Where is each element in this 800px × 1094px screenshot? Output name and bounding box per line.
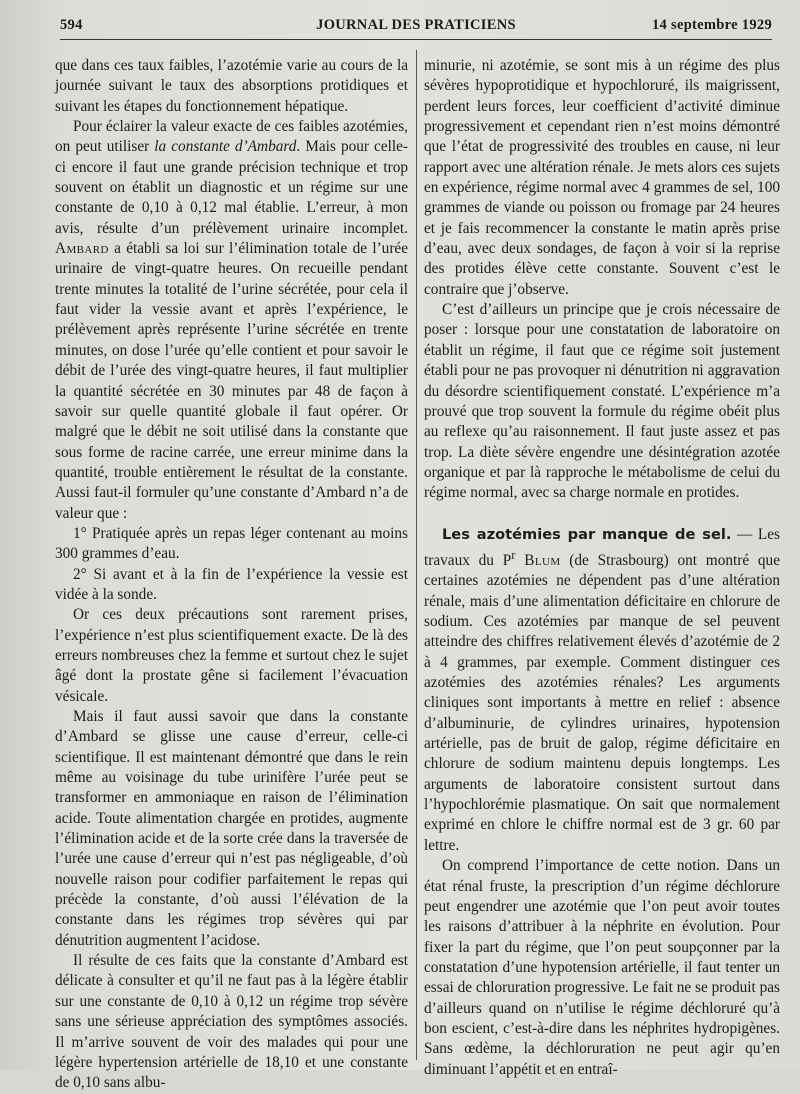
page-number: 594	[60, 17, 83, 33]
author-name: Blum	[524, 552, 561, 569]
right-column	[424, 56, 780, 1080]
paragraph: que dans ces taux faibles, l’azotémie varie au cours de la journée suivant le taux des absorptions protidiques et suivant les étapes du fonctionnement hépatique.	[55, 57, 408, 115]
page-header	[60, 17, 772, 40]
paragraph: Or ces deux précautions sont rarement prises, l’expérience n’est plus scientifiquement exacte. De là des erreurs nombreuses chez la femme et surtout chez le sujet âgé dont la prostate gêne si facilement l’évacuation vésicale.	[55, 606, 408, 705]
author-name: Ambard	[55, 240, 109, 258]
paragraph: Pour éclairer la valeur exacte de ces faibles azotémies, on peut utiliser la constante d’Ambard. Mais pour celle-ci encore il faut une grande précision technique et trop souvent on établit un diagnostic et un régime sur une constante de 0,10 à 0,12 mal établie. L’erreur, à mon avis, résulte d’un prélèvement urinaire incomplet. Ambard a établi sa loi sur l’élimination totale de l’urée urinaire de vingt-quatre heures. On recueille pendant trente minutes la totalité de l’urine sécrétée, pour cela il faut vider la vessie avant et après l’expérience, le prélèvement après représente l’urine sécrétée en trente minutes, on dose l’urée qu’elle contient et pour savoir le débit de l’urée des vingt-quatre heures, il faut multiplier la quantité sécrétée en 30 minutes par 48 de façon à savoir sur quelle quantité globale il faut opérer. Or malgré que le débit ne soit utilisé dans la constante que sous forme de racine carrée, une erreur minime dans la quantité, trouble entièrement le résultat de la constante. Aussi faut-il formuler qu’une constante d’Ambard n’a de valeur que :	[55, 118, 408, 522]
paragraph: On comprend l’importance de cette notion. Dans un état rénal fruste, la prescription d’un régime déchlorure peut engendrer une azotémie que l’on peut avoir toutes les raisons d’attribuer à la néphrite en évolution. Pour fixer la part du régime, que l’on peut soupçonner par la constatation d’une hypotension artérielle, il faut tenter un essai de chloruration progressive. Le fait ne se produit pas d’ailleurs quand on n’utilise le régime déchloruré qu’à bon escient, c’est-à-dire dans les néphrites hydropigènes. Sans œdème, la déchloruration ne peut agir qu’en diminuant l’appétit et en entraî-	[424, 857, 780, 1078]
left-column	[55, 56, 408, 1094]
paragraph: 2° Si avant et à la fin de l’expérience la vessie est vidée à la sonde.	[55, 565, 408, 603]
journal-title: JOURNAL DES PRATICIENS	[316, 17, 516, 33]
paragraph: Mais il faut aussi savoir que dans la constante d’Ambard se glisse une cause d’erreur, celle-ci scientifique. Il est maintenant démontré que dans le rein même au voisinage du tube urinifère l’urée peut se transformer en ammoniaque en raison de l’élimination acide. Toute alimentation chargée en protides, augmente l’élimination acide et de la sorte crée dans la traversée de l’urée une cause d’erreur qui n’est pas négligeable, d’où nouvelle raison pour codifier parfaitement le repas qui précède la constante, d’où aussi l’élévation de la constante dans les régimes trop sévères qui par dénutrition augmentent l’acidose.	[55, 708, 408, 949]
paragraph: C’est d’ailleurs un principe que je crois nécessaire de poser : lorsque pour une constatation de laboratoire on établit un régime, il faut que ce régime soit justement établi pour ne pas provoquer ni dénutrition ni aggravation du désordre scientifiquement constaté. L’expérience m’a prouvé que trop souvent la formule du régime obéit plus au reflexe qu’au raisonnement. Il faut juste assez et pas trop. La diète sévère engendre une désintégration azotée organique et par là rapproche le métabolisme de celui du régime normal, avec sa charge normale en protides.	[424, 301, 780, 502]
paragraph: minurie, ni azotémie, se sont mis à un régime des plus sévères hypoprotidique et hypochloruré, ils maigrissent, perdent leurs forces, leur coefficient d’activité diminue progressivement et cependant rien n’est moins démontré que l’état de progressivité des troubles en cause, ni leur rapport avec une altération rénale. Je mets alors ces sujets en expérience, régime normal avec 4 grammes de sel, 100 grammes de viande ou poisson ou fromage par 24 heures et je fais recommencer la constante le matin après prise d’eau, avec deux sondages, de façon à voir si la reprise des protides élève cette constante. Souvent c’est le contraire que j’observe.	[424, 57, 780, 298]
issue-date: 14 septembre 1929	[651, 17, 772, 33]
column-divider	[416, 50, 417, 1060]
paragraph: 1° Pratiquée après un repas léger contenant au moins 300 grammes d’eau.	[55, 524, 408, 563]
paragraph: Les azotémies par manque de sel. — Les travaux du $P^r$ Blum (de Strasbourg) ont montré que certaines azotémies ne dépendent pas d’une altération rénale, mais d’une alimentation déficitaire en chlorure de sodium. Ces azotémies par manque de sel peuvent atteindre des chiffres relativement élevés d’azotémie de 2 à 4 grammes, par exemple. Comment distinguer ces azotémies des azotémies rénales? Les arguments cliniques sont importants à mettre en relief : absence d’albuminurie, de cylindres urinaires, hypotension artérielle, pas de bruit de galop, régime déficitaire en chlorure de sodium maintenu depuis longtemps. Les arguments de laboratoire consistent surtout dans l’hypochlorémie plasmatique. On sait que normalement exprimé en chlore le chiffre normal est de 3 gr. 60 par lettre.	[424, 525, 780, 854]
section-spacer	[424, 504, 780, 525]
paragraph: Il résulte de ces faits que la constante d’Ambard est délicate à consulter et qu’il ne faut pas à la légère établir sur une constante de 0,10 à 0,12 un régime trop sévère sans une sérieuse appréciation des symptômes associés. Il m’arrive souvent de voir des malades qui pour une légère hypertension artérielle de 18,10 et une constante de 0,10 sans albu-	[55, 952, 408, 1092]
italic-term: la constante d’Ambard	[154, 138, 297, 156]
section-heading: Les azotémies par manque de sel.	[442, 525, 732, 543]
